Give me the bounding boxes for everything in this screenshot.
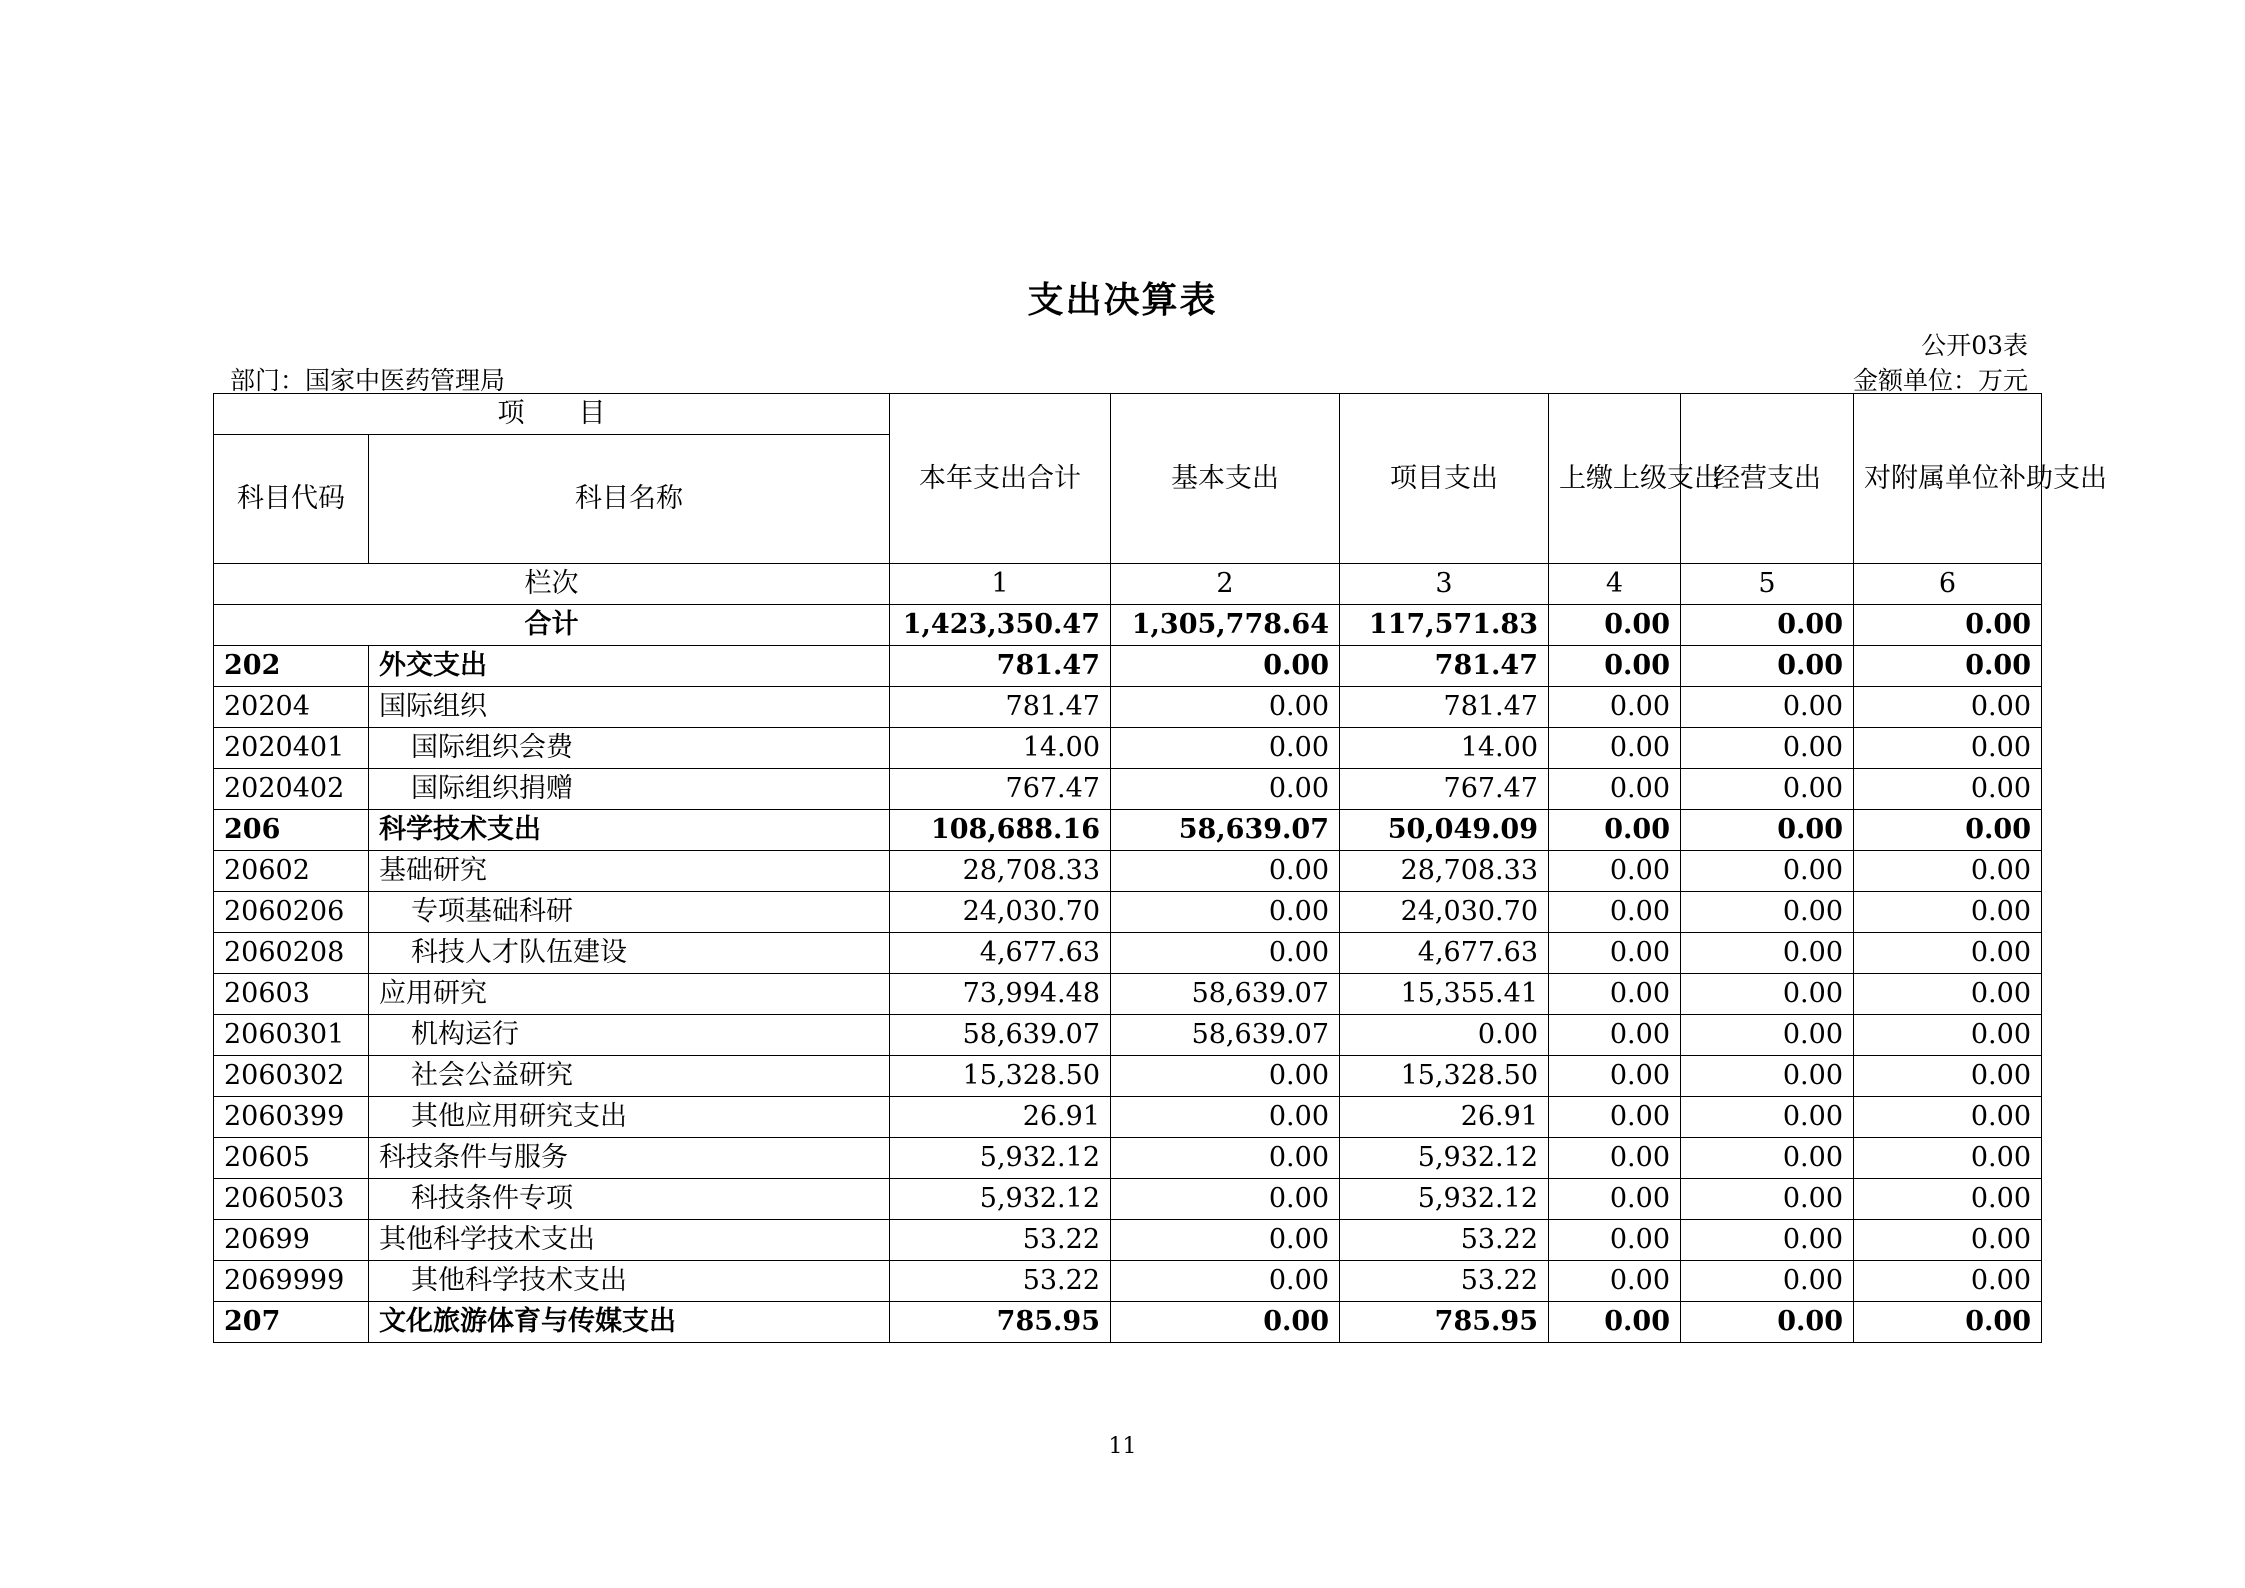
row-value: 24,030.70 [890,892,1111,933]
row-value: 0.00 [1681,974,1854,1015]
row-value: 58,639.07 [1111,974,1340,1015]
row-value: 26.91 [1340,1097,1549,1138]
row-value: 0.00 [1854,974,2042,1015]
row-value: 0.00 [1549,687,1681,728]
row-value: 0.00 [1681,646,1854,687]
header-name: 科目名称 [369,435,890,564]
row-value: 0.00 [1854,1220,2042,1261]
row-value: 785.95 [890,1302,1111,1343]
row-value: 0.00 [1549,892,1681,933]
row-value: 0.00 [1854,1138,2042,1179]
header-project: 项 目 [214,394,890,435]
row-value: 0.00 [1681,1220,1854,1261]
row-value: 781.47 [1340,646,1549,687]
table-row [214,851,2042,892]
total-value: 0.00 [1854,605,2042,646]
row-value: 0.00 [1854,769,2042,810]
row-value: 0.00 [1111,646,1340,687]
total-row [214,605,2042,646]
table-row [214,1138,2042,1179]
row-value: 781.47 [1340,687,1549,728]
row-value: 0.00 [1681,1056,1854,1097]
total-label: 合计 [214,605,890,646]
row-value: 0.00 [1549,1138,1681,1179]
header-col-5: 经营支出 [1681,394,1854,564]
row-code: 20605 [214,1138,369,1179]
row-value: 0.00 [1111,933,1340,974]
table-row [214,892,2042,933]
row-name: 基础研究 [369,851,890,892]
column-index: 3 [1340,564,1549,605]
row-name: 应用研究 [369,974,890,1015]
page-title: 支出决算表 [1027,279,1218,321]
row-value: 0.00 [1681,1097,1854,1138]
row-value: 0.00 [1549,1261,1681,1302]
row-name: 科学技术支出 [369,810,890,851]
row-value: 0.00 [1854,933,2042,974]
unit-label: 金额单位：万元 [1852,366,2028,395]
row-value: 0.00 [1111,769,1340,810]
row-value: 0.00 [1111,1138,1340,1179]
header-code: 科目代码 [214,435,369,564]
row-value: 0.00 [1111,1220,1340,1261]
row-code: 2060302 [214,1056,369,1097]
form-number: 公开03表 [1921,331,2028,360]
row-value: 5,932.12 [890,1179,1111,1220]
row-code: 2060399 [214,1097,369,1138]
row-value: 0.00 [1854,687,2042,728]
row-value: 0.00 [1681,851,1854,892]
row-value: 767.47 [890,769,1111,810]
row-value: 53.22 [1340,1220,1549,1261]
row-name: 国际组织 [369,687,890,728]
row-value: 785.95 [1340,1302,1549,1343]
row-value: 0.00 [1681,1179,1854,1220]
row-value: 0.00 [1681,769,1854,810]
row-value: 0.00 [1854,646,2042,687]
row-value: 0.00 [1340,1015,1549,1056]
row-value: 28,708.33 [1340,851,1549,892]
row-code: 2020401 [214,728,369,769]
row-value: 0.00 [1111,1302,1340,1343]
total-value: 1,305,778.64 [1111,605,1340,646]
row-value: 0.00 [1854,1179,2042,1220]
row-value: 24,030.70 [1340,892,1549,933]
total-value: 0.00 [1681,605,1854,646]
row-value: 0.00 [1549,1179,1681,1220]
row-code: 2060301 [214,1015,369,1056]
row-value: 0.00 [1854,1097,2042,1138]
row-value: 781.47 [890,687,1111,728]
row-code: 20603 [214,974,369,1015]
row-value: 0.00 [1854,1015,2042,1056]
row-value: 53.22 [890,1220,1111,1261]
row-value: 50,049.09 [1340,810,1549,851]
row-name: 其他应用研究支出 [369,1097,890,1138]
header-col-1: 本年支出合计 [890,394,1111,564]
table-row [214,1302,2042,1343]
row-value: 0.00 [1549,1302,1681,1343]
row-value: 26.91 [890,1097,1111,1138]
row-code: 2069999 [214,1261,369,1302]
row-name: 国际组织会费 [369,728,890,769]
table-row [214,974,2042,1015]
table-row [214,1056,2042,1097]
row-name: 专项基础科研 [369,892,890,933]
row-name: 科技人才队伍建设 [369,933,890,974]
column-index: 2 [1111,564,1340,605]
header-col-3: 项目支出 [1340,394,1549,564]
header-col-6: 对附属单位补助支出 [1854,394,2042,564]
table-row [214,1097,2042,1138]
row-code: 20204 [214,687,369,728]
row-name: 科技条件专项 [369,1179,890,1220]
row-value: 0.00 [1111,1179,1340,1220]
row-value: 0.00 [1549,933,1681,974]
row-name: 国际组织捐赠 [369,769,890,810]
row-code: 202 [214,646,369,687]
row-value: 0.00 [1681,1138,1854,1179]
row-value: 0.00 [1681,933,1854,974]
header-col-2: 基本支出 [1111,394,1340,564]
row-value: 0.00 [1854,851,2042,892]
table-row [214,1015,2042,1056]
column-index: 1 [890,564,1111,605]
row-value: 0.00 [1549,728,1681,769]
row-code: 20699 [214,1220,369,1261]
row-value: 0.00 [1549,646,1681,687]
row-value: 0.00 [1854,728,2042,769]
table-row [214,728,2042,769]
row-value: 0.00 [1111,687,1340,728]
row-value: 58,639.07 [1111,1015,1340,1056]
row-value: 0.00 [1854,892,2042,933]
row-value: 0.00 [1549,1220,1681,1261]
row-value: 53.22 [890,1261,1111,1302]
row-name: 科技条件与服务 [369,1138,890,1179]
expenditure-table [213,393,2107,1343]
row-code: 20602 [214,851,369,892]
table-row [214,810,2042,851]
column-index: 5 [1681,564,1854,605]
row-value: 0.00 [1681,1302,1854,1343]
total-value: 0.00 [1549,605,1681,646]
row-value: 53.22 [1340,1261,1549,1302]
row-value: 15,355.41 [1340,974,1549,1015]
row-value: 0.00 [1854,1261,2042,1302]
row-code: 206 [214,810,369,851]
row-name: 文化旅游体育与传媒支出 [369,1302,890,1343]
row-value: 4,677.63 [890,933,1111,974]
row-name: 外交支出 [369,646,890,687]
row-value: 0.00 [1854,1302,2042,1343]
row-code: 207 [214,1302,369,1343]
row-code: 2060503 [214,1179,369,1220]
table-row [214,1179,2042,1220]
total-value: 117,571.83 [1340,605,1549,646]
row-value: 28,708.33 [890,851,1111,892]
row-value: 15,328.50 [890,1056,1111,1097]
row-value: 0.00 [1111,1261,1340,1302]
table-row [214,1220,2042,1261]
row-value: 0.00 [1549,974,1681,1015]
row-value: 0.00 [1549,1097,1681,1138]
row-value: 0.00 [1111,1097,1340,1138]
row-value: 0.00 [1681,687,1854,728]
row-value: 108,688.16 [890,810,1111,851]
row-value: 58,639.07 [890,1015,1111,1056]
row-code: 2020402 [214,769,369,810]
row-value: 767.47 [1340,769,1549,810]
row-value: 0.00 [1681,728,1854,769]
row-value: 0.00 [1111,851,1340,892]
row-value: 4,677.63 [1340,933,1549,974]
row-value: 0.00 [1854,810,2042,851]
row-value: 781.47 [890,646,1111,687]
row-value: 0.00 [1681,810,1854,851]
row-value: 15,328.50 [1340,1056,1549,1097]
row-value: 5,932.12 [890,1138,1111,1179]
row-value: 0.00 [1549,1015,1681,1056]
row-value: 0.00 [1549,769,1681,810]
row-value: 0.00 [1681,1015,1854,1056]
row-name: 机构运行 [369,1015,890,1056]
header-col-4: 上缴上级支出 [1549,394,1681,564]
row-value: 73,994.48 [890,974,1111,1015]
row-value: 0.00 [1549,810,1681,851]
row-name: 社会公益研究 [369,1056,890,1097]
row-code: 2060206 [214,892,369,933]
column-index-label: 栏次 [214,564,890,605]
row-code: 2060208 [214,933,369,974]
row-value: 0.00 [1549,1056,1681,1097]
row-value: 14.00 [1340,728,1549,769]
row-name: 其他科学技术支出 [369,1261,890,1302]
column-index: 6 [1854,564,2042,605]
row-value: 5,932.12 [1340,1138,1549,1179]
row-value: 0.00 [1681,892,1854,933]
table-row [214,769,2042,810]
department-label: 部门：国家中医药管理局 [230,366,506,395]
table-row [214,933,2042,974]
row-value: 0.00 [1681,1261,1854,1302]
row-value: 58,639.07 [1111,810,1340,851]
row-value: 0.00 [1854,1056,2042,1097]
table-row [214,646,2042,687]
row-value: 0.00 [1111,1056,1340,1097]
column-index: 4 [1549,564,1681,605]
row-name: 其他科学技术支出 [369,1220,890,1261]
row-value: 5,932.12 [1340,1179,1549,1220]
row-value: 14.00 [890,728,1111,769]
row-value: 0.00 [1549,851,1681,892]
table-row [214,1261,2042,1302]
row-value: 0.00 [1111,892,1340,933]
total-value: 1,423,350.47 [890,605,1111,646]
row-value: 0.00 [1111,728,1340,769]
table-row [214,687,2042,728]
page-number: 11 [1108,1434,1137,1459]
